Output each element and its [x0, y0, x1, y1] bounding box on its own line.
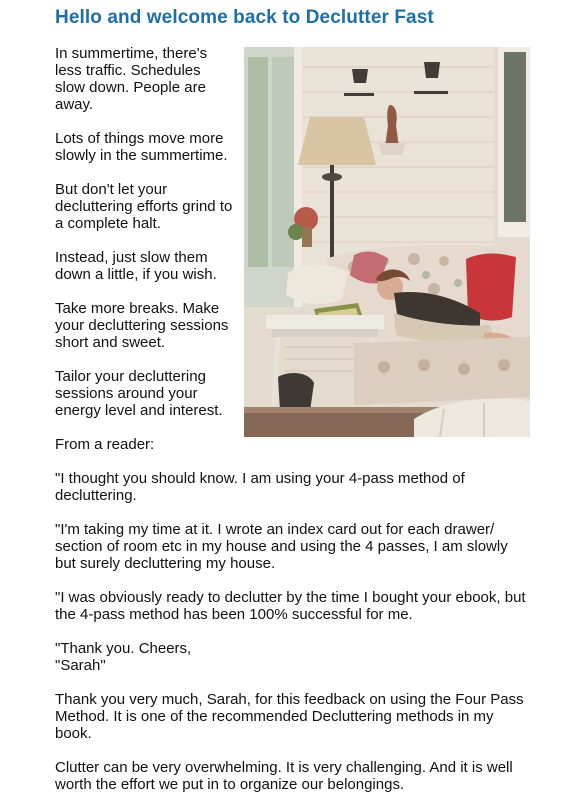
paragraph: In summertime, there's less traffic. Schedules slow down. People are away.: [55, 45, 208, 113]
paragraph: Take more breaks. Make your decluttering sessions short and sweet.: [55, 300, 229, 351]
closing-line: "Sarah": [55, 657, 106, 674]
article-body: [55, 45, 530, 810]
porch-photo: [244, 47, 530, 437]
paragraph: "I was obviously ready to declutter by the time I bought your ebook, but the 4-pass method has been 100% successful for me.: [55, 589, 526, 623]
photo-woman-sleeping-on-porch-sofa-icon: [244, 47, 530, 437]
paragraph: From a reader:: [55, 436, 155, 453]
paragraph: Thank you very much, Sarah, for this feedback on using the Four Pass Method. It is one of the recommended Decluttering methods in my book.: [55, 691, 524, 742]
paragraph: Tailor your decluttering sessions around your energy level and interest.: [55, 368, 223, 419]
paragraph: Lots of things move more slowly in the summertime.: [55, 130, 228, 164]
paragraph: "I thought you should know. I am using your 4-pass method of decluttering.: [55, 470, 465, 504]
paragraph: But don't let your decluttering efforts grind to a complete halt.: [55, 181, 233, 232]
page-title: Hello and welcome back to Declutter Fast: [55, 7, 434, 28]
paragraph: Clutter can be very overwhelming. It is very challenging. And it is well worth the effort we put in to organize our belongings.: [55, 759, 513, 793]
paragraph: Instead, just slow them down a little, if you wish.: [55, 249, 217, 283]
closing-line: "Thank you. Cheers,: [55, 640, 192, 657]
paragraph: "I'm taking my time at it. I wrote an index card out for each drawer/ section of room etc in my house and using the 4 passes, I am slowly but surely decluttering my house.: [55, 521, 508, 572]
closing-block: [55, 640, 530, 674]
